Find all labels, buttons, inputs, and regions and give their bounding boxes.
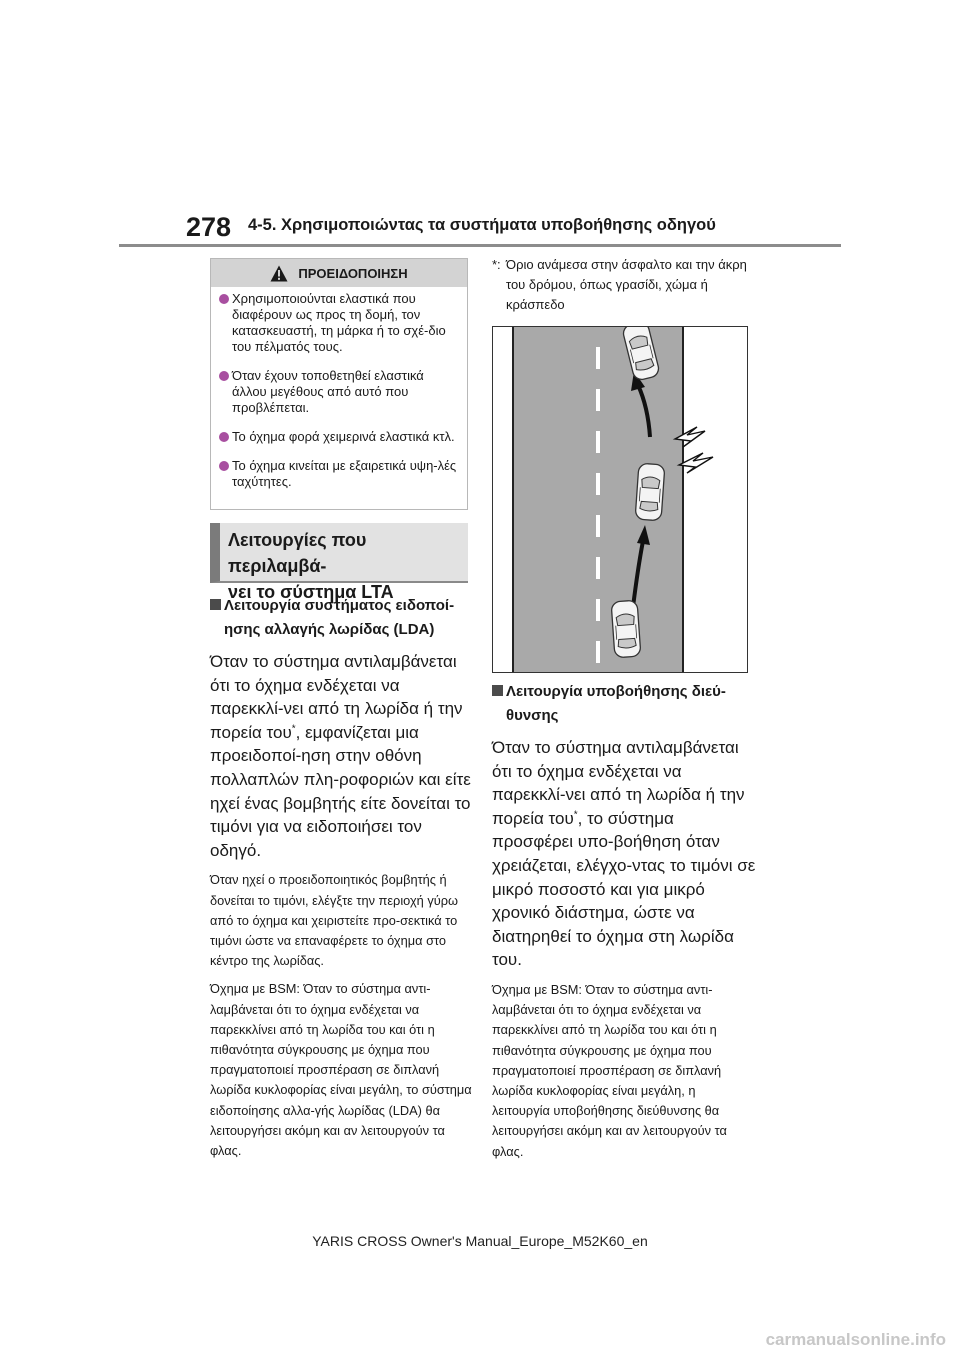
subsection-heading [210, 523, 468, 602]
warning-title: ΠΡΟΕΙΔΟΠΟΙΗΣΗ [298, 265, 408, 281]
car-middle-icon [635, 463, 665, 521]
page-number: 278 [186, 212, 232, 242]
lda-note-1: Όταν ηχεί ο προειδοποιητικός βομβητής ή δονείται το τιμόνι, ελέγξτε την περιοχή γύρω από το όχημα και χειριστείτε προ-σεκτικά το τιμόνι ώστε να επαναφέρετε το όχημα στο κέντρο της λωρίδας. [210, 872, 459, 969]
bullet-icon [219, 371, 229, 381]
lda-body: Όταν το σύστημα αντιλαμβάνεται ότι το όχημα ενδέχεται να παρεκκλί-νει από τη λωρίδα ή την πορεία του*, εμφανίζεται μια προειδοποί-ηση στην οθόνη πολλαπλών πλη-ροφοριών και είτε ηχεί ένας βομβητής είτε δονείται το τιμόνι για να ειδοποιήσει τον οδηγό. [210, 652, 471, 860]
subsection-title-line2: νει το σύστημα LTA [228, 582, 394, 602]
steering-heading: Λειτουργία υποβοήθησης διεύ- θυνσης [492, 680, 756, 728]
watermark: carmanualsonline.info [765, 1330, 946, 1349]
lda-section [210, 594, 472, 1161]
asterisk-mark: * [291, 723, 296, 735]
list-item: Όταν έχουν τοποθετηθεί ελαστικά άλλου μεγέθους από αυτό που προβλέπεται. [219, 368, 459, 416]
warning-list [211, 287, 467, 490]
lda-heading: Λειτουργία συστήματος ειδοποί- ησης αλλαγής λωρίδας (LDA) [210, 594, 472, 642]
square-bullet-icon [492, 685, 503, 696]
lda-note-2: Όχημα με BSM: Όταν το σύστημα αντι-λαμβάνεται ότι το όχημα ενδέχεται να παρεκκλίνει από τη λωρίδα του και ότι η πιθανότητα σύγκρουσης με όχημα που πραγματοποιεί προσπέραση σε διπλανή λωρίδα κυκλοφορίας είναι μεγάλη, το σύστημα ειδοποίησης αλλα-γής λωρίδας (LDA) θα λειτουργήσει ακόμη και αν λειτουργούν τα φλας. [210, 981, 472, 1158]
asterisk-mark: * [573, 809, 578, 821]
car-bottom-icon [611, 600, 641, 658]
footnote [492, 255, 752, 315]
steering-body: Όταν το σύστημα αντιλαμβάνεται ότι το όχημα ενδέχεται να παρεκκλί-νει από τη λωρίδα ή την πορεία του*, το σύστημα προσφέρει υπο-βοήθηση όταν χρειάζεται, ελέγχο-ντας το τιμόνι σε μικρό ποσοστό και για μικρό χρονικό διάστημα, ώστε να διατηρηθεί το όχημα στη λωρίδα του. [492, 738, 756, 970]
bullet-icon [219, 294, 229, 304]
road-illustration [493, 327, 747, 672]
square-bullet-icon [210, 599, 221, 610]
header-divider [119, 244, 841, 247]
list-item: Χρησιμοποιούνται ελαστικά που διαφέρουν ως προς τη δομή, τον κατασκευαστή, τη μάρκα ή το σχέ-διο του πέλματός τους. [219, 291, 459, 355]
steering-section [492, 680, 756, 1162]
list-item: Το όχημα κινείται με εξαιρετικά υψη-λές ταχύτητες. [219, 458, 459, 490]
warning-header [211, 259, 467, 287]
footnote-mark: *: [492, 257, 501, 272]
section-title: 4-5. Χρησιμοποιώντας τα συστήματα υποβοήθησης οδηγού [248, 216, 716, 234]
lane-departure-diagram [492, 326, 748, 673]
list-item: Το όχημα φορά χειμερινά ελαστικά κτλ. [219, 429, 459, 445]
warning-box [210, 258, 468, 510]
bullet-icon [219, 461, 229, 471]
page-footer: YARIS CROSS Owner's Manual_Europe_M52K60_en [312, 1233, 648, 1249]
footnote-text: Όριο ανάμεσα στην άσφαλτο και την άκρη του δρόμου, όπως γρασίδι, χώμα ή κράσπεδο [506, 257, 747, 312]
warning-triangle-icon [270, 265, 288, 282]
steering-note: Όχημα με BSM: Όταν το σύστημα αντι-λαμβάνεται ότι το όχημα ενδέχεται να παρεκκλίνει από τη λωρίδα του και ότι η πιθανότητα σύγκρουσης με όχημα που πραγματοποιεί προσπέραση σε διπλανή λωρίδα κυκλοφορίας είναι μεγάλη, η λειτουργία υποβοήθησης διεύθυνσης θα λειτουργήσει ακόμη και αν λειτουργούν τα φλας. [492, 981, 727, 1159]
bullet-icon [219, 432, 229, 442]
subsection-title-line1: Λειτουργίες που περιλαμβά- [228, 530, 367, 576]
